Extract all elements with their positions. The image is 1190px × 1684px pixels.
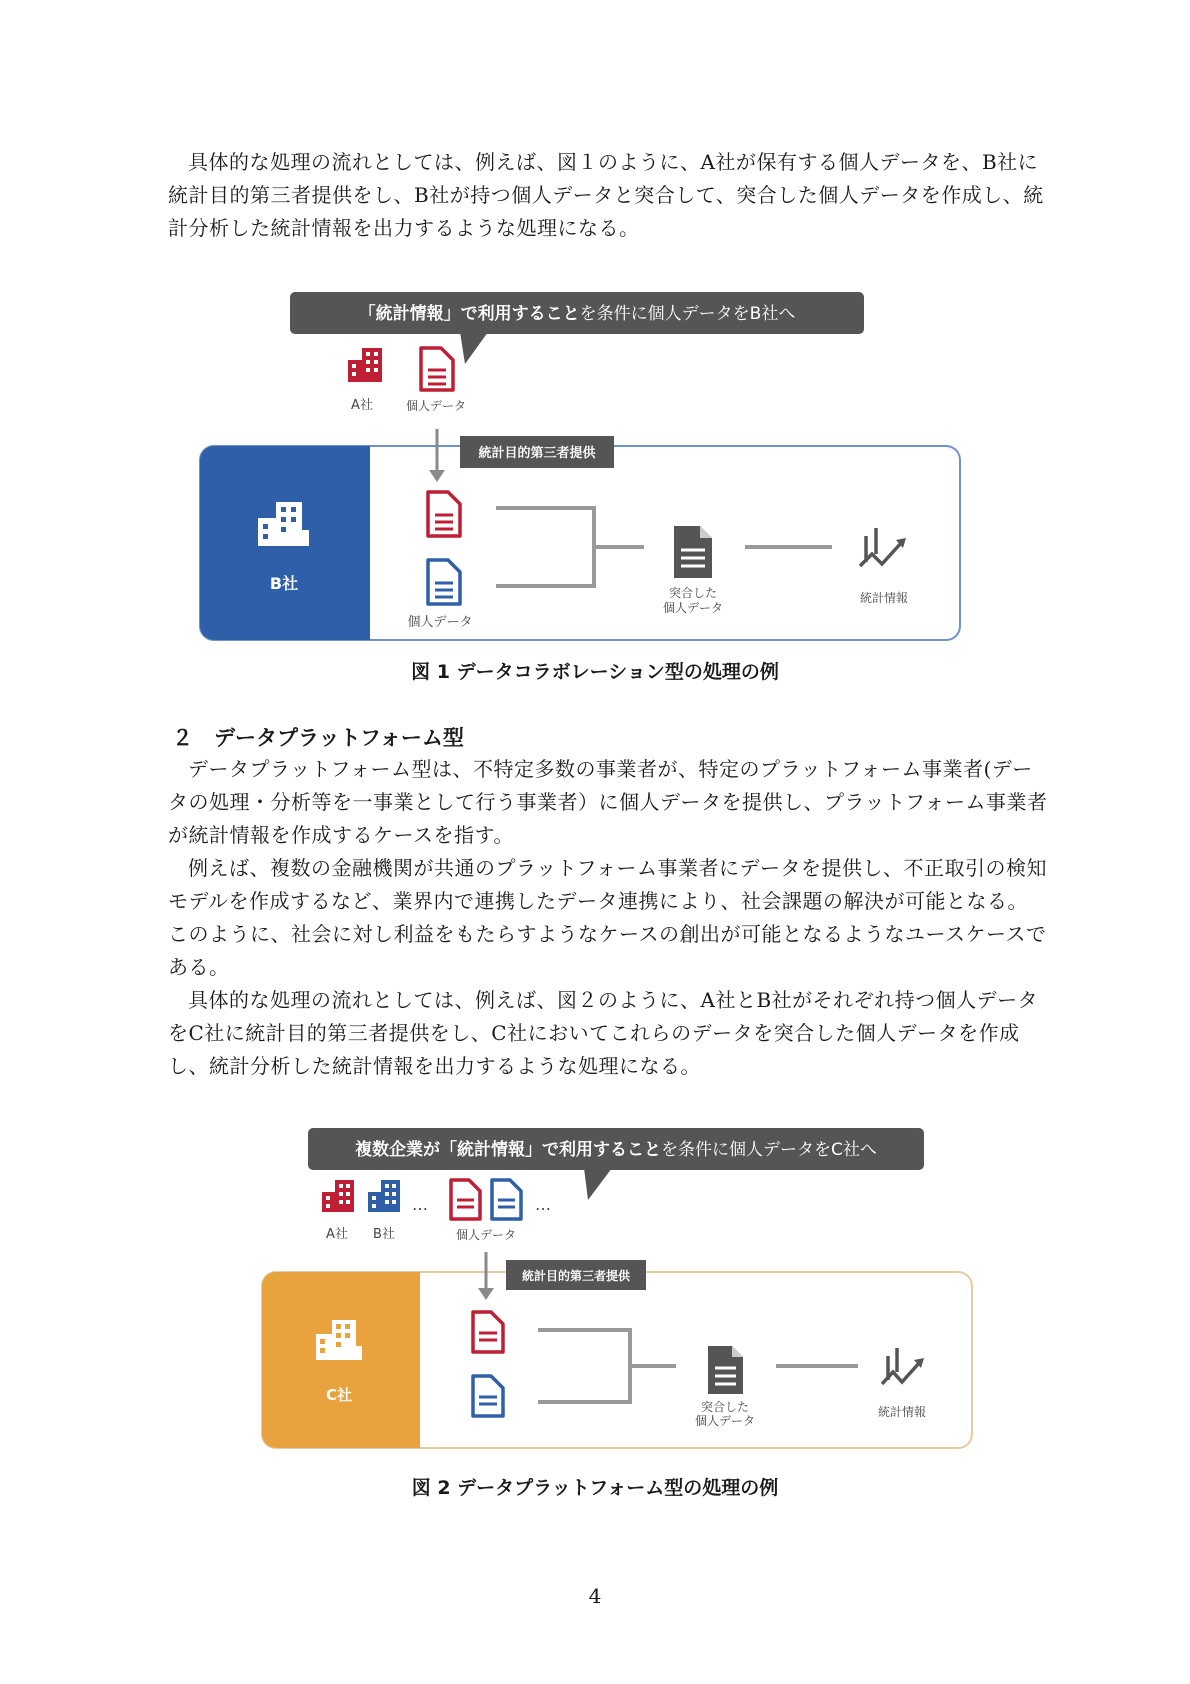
- figure1-merged-label-1: 突合した: [668, 586, 718, 600]
- intro-paragraph: 具体的な処理の流れとしては、例えば、図１のように、A社が保有する個人データを、B社に統計目的第三者提供をし、B社が持つ個人データと突合して、突合した個人データを作成し、統計分析した統計情報を出力するような処理になる。: [168, 150, 1044, 240]
- figure1-banner-rest: を条件に個人データをB社へ: [579, 304, 796, 324]
- figure1-company-b-label: B社: [269, 574, 299, 593]
- figure2-source-blue-document-icon: [492, 1180, 521, 1219]
- figure1-provision-tag-label: 統計目的第三者提供: [478, 446, 596, 461]
- figure1-stats-label: 統計情報: [859, 591, 909, 605]
- figure-1: [0, 284, 1190, 644]
- figure2-companies-ellipsis: …: [412, 1195, 428, 1214]
- figure2-company-b-building-icon: [368, 1180, 400, 1212]
- figure2-company-a-building-icon: [322, 1180, 354, 1212]
- figure2-stats-label: 統計情報: [877, 1405, 927, 1419]
- page-number: 4: [588, 1584, 602, 1608]
- platform-definition-paragraph: データプラットフォーム型は、不特定多数の事業者が、特定のプラットフォーム事業者(データの処理・分析等を一事業として行う事業者）に個人データを提供し、プラットフォーム事業者が統計情報を作成するケースを指す。: [168, 757, 1048, 847]
- figure-1-caption: 図 1 データコラボレーション型の処理の例: [411, 661, 779, 683]
- figure2-company-b-label: B社: [373, 1227, 395, 1242]
- figure-2: [0, 1120, 1190, 1450]
- figure1-banner-bold: 「統計情報」で利用すること: [358, 304, 580, 324]
- figure2-incoming-blue-document-icon: [473, 1376, 503, 1416]
- figure2-company-a-label: A社: [326, 1227, 348, 1242]
- figure-2-caption: 図 2 データプラットフォーム型の処理の例: [411, 1477, 779, 1499]
- figure2-banner-bold: 複数企業が「統計情報」で利用すること: [355, 1140, 662, 1160]
- platform-flow-paragraph: 具体的な処理の流れとしては、例えば、図２のように、A社とB社がそれぞれ持つ個人データをC社に統計目的第三者提供をし、C社においてこれらのデータを突合した個人データを作成し、統計分析した統計情報を出力するような処理になる。: [168, 988, 1039, 1078]
- figure2-provision-tag-label: 統計目的第三者提供: [521, 1269, 631, 1283]
- svg-text:複数企業が「統計情報」で利用することを条件に個人データをC社: [355, 1139, 877, 1160]
- source-document-icon: [421, 348, 453, 390]
- figure2-merged-label-2: 個人データ: [694, 1414, 756, 1428]
- figure2-merged-document-icon: [708, 1346, 743, 1394]
- figure1-source-data-label: 個人データ: [405, 399, 467, 413]
- figure1-merged-label-2: 個人データ: [662, 601, 724, 615]
- figure1-company-a-label: A社: [351, 398, 373, 413]
- figure2-source-data-label: 個人データ: [455, 1228, 517, 1242]
- figure2-incoming-red-document-icon: [473, 1312, 503, 1352]
- section-2-heading: ２ データプラットフォーム型: [172, 726, 464, 750]
- incoming-document-icon: [428, 492, 460, 536]
- svg-text:「統計情報」で利用することを条件に個人データをB社へ: [359, 303, 796, 324]
- figure2-company-c-label: C社: [325, 1386, 353, 1404]
- figure2-merged-label-1: 突合した: [700, 1400, 750, 1414]
- figure2-source-red-document-icon: [451, 1180, 480, 1219]
- company-b-document-icon: [428, 560, 460, 604]
- merged-document-icon: [674, 526, 712, 578]
- figure2-banner-rest: を条件に個人データをC社へ: [661, 1140, 877, 1160]
- company-a-building-icon: [348, 348, 382, 382]
- platform-example-paragraph: 例えば、複数の金融機関が共通のプラットフォーム事業者にデータを提供し、不正取引の検知モデルを作成するなど、業界内で連携したデータ連携により、社会課題の解決が可能となる。このように、社会に対し利益をもたらすようなケースの創出が可能となるようなユースケースである。: [168, 856, 1047, 979]
- figure2-documents-ellipsis: …: [535, 1195, 551, 1214]
- figure1-internal-data-label: 個人データ: [407, 615, 473, 630]
- figure2-banner: [308, 1128, 924, 1200]
